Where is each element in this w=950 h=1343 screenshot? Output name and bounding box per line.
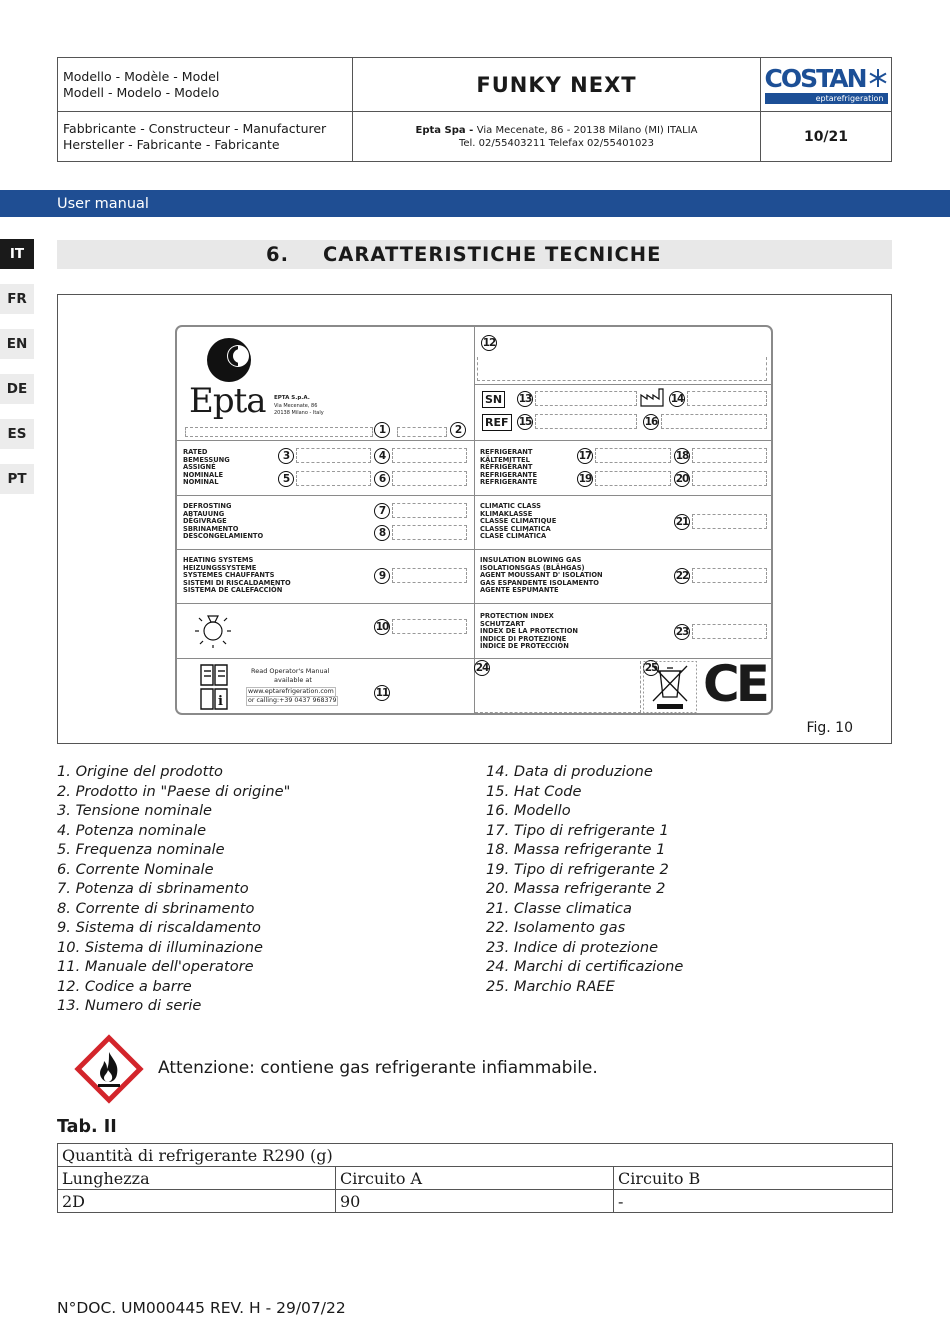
callout-11: 11 <box>375 687 389 699</box>
legend-item: 10. Sistema di illuminazione <box>57 938 263 956</box>
legend-left <box>57 762 290 1016</box>
callout-17: 17 <box>578 450 592 462</box>
legend-item: 23. Indice di protezione <box>486 938 659 956</box>
costan-logo <box>764 63 888 93</box>
light-bulb-icon <box>193 609 233 649</box>
tab-es[interactable]: ES <box>0 419 34 449</box>
legend-item: 6. Corrente Nominale <box>57 860 214 878</box>
column-header: Circuito B <box>614 1167 893 1190</box>
figure-caption: Fig. 10 <box>806 720 853 736</box>
manufacturer-info <box>353 112 761 161</box>
sn-tag: SN <box>482 391 505 408</box>
callout-4: 4 <box>374 448 390 464</box>
manufacturer-label-line-1: Fabbricante - Constructeur - Manufacturer <box>63 120 327 136</box>
legend-item: 2. Prodotto in "Paese di origine" <box>57 782 291 800</box>
section-heading <box>57 240 892 269</box>
tab-en[interactable]: EN <box>0 329 34 359</box>
warning-text: Attenzione: contiene gas refrigerante infiammabile. <box>158 1058 598 1078</box>
manual-line-2: available at <box>274 676 312 684</box>
rating-plate <box>175 325 773 715</box>
refrigerant-table <box>57 1143 893 1213</box>
ce-mark: CE <box>703 655 766 713</box>
callout-21: 21 <box>675 516 689 528</box>
callout-22: 22 <box>675 570 689 582</box>
page-number-text: 10/21 <box>803 128 849 145</box>
callout-25: 25 <box>644 662 658 674</box>
snowflake-icon <box>868 68 888 88</box>
table-row <box>58 1190 893 1213</box>
callout-7: 7 <box>374 503 390 519</box>
protection-labels: PROTECTION INDEX SCHUTZART INDEX DE LA PROTECTION INDICE DI PROTEZIONE ÍNDICE DE PROTECCIÓN <box>480 612 579 651</box>
legend-item: 12. Codice a barre <box>57 977 192 995</box>
callout-10: 10 <box>375 621 389 633</box>
table-caption-row <box>58 1144 893 1167</box>
callout-12: 12 <box>482 337 496 349</box>
manual-line-1: Read Operator's Manual <box>251 667 330 675</box>
plate-address-1: Via Mecenate, 86 <box>274 403 318 409</box>
callout-2: 2 <box>450 422 466 438</box>
callout-5: 5 <box>278 471 294 487</box>
table-cell: 2D <box>58 1190 336 1213</box>
callout-14: 14 <box>670 393 684 405</box>
manual-band: User manual <box>0 190 950 217</box>
section-number: 6. <box>266 243 289 266</box>
manufacturer-name: Epta Spa - <box>415 124 477 136</box>
callout-19: 19 <box>578 473 592 485</box>
table-header-row <box>58 1167 893 1190</box>
legend-item: 17. Tipo di refrigerante 1 <box>486 821 669 839</box>
legend-item: 25. Marchio RAEE <box>486 977 615 995</box>
callout-16: 16 <box>644 416 658 428</box>
legend-item: 14. Data di produzione <box>486 763 653 780</box>
plate-company: EPTA S.p.A. <box>274 395 310 401</box>
column-header: Circuito A <box>336 1167 614 1190</box>
manual-url: www.eptarefrigeration.com <box>248 688 334 695</box>
legend-item: 24. Marchi di certificazione <box>486 958 684 975</box>
brand-logo <box>761 58 891 112</box>
legend-item: 22. Isolamento gas <box>486 919 626 936</box>
manufacturer-label <box>58 112 353 161</box>
callout-13: 13 <box>518 393 532 405</box>
callout-15: 15 <box>518 416 532 428</box>
model-label <box>58 58 353 112</box>
model-name <box>353 58 761 112</box>
table-caption: Quantità di refrigerante R290 (g) <box>58 1144 893 1167</box>
tab-it[interactable]: IT <box>0 239 34 269</box>
language-tabs <box>0 239 34 509</box>
climatic-labels: CLIMATIC CLASS KLIMAKLASSE CLASSE CLIMATIQUE CLASSE CLIMATICA CLASE CLIMÁTICA <box>480 502 557 541</box>
callout-8: 8 <box>374 525 390 541</box>
legend-item: 18. Massa refrigerante 1 <box>486 841 666 858</box>
manufacturer-address: Via Mecenate, 86 - 20138 Milano (MI) ITALIA <box>476 124 698 136</box>
epta-logo-icon <box>205 332 257 384</box>
legend-item: 13. Numero di serie <box>57 997 202 1014</box>
factory-icon <box>639 387 667 407</box>
document-footer: N°DOC. UM000445 REV. H - 29/07/22 <box>57 1299 346 1317</box>
flammable-warning-icon <box>74 1034 144 1104</box>
callout-24: 24 <box>475 662 489 674</box>
callout-20: 20 <box>675 473 689 485</box>
callout-9: 9 <box>374 568 390 584</box>
logo-subtitle: eptarefrigeration <box>765 93 888 104</box>
legend-item: 19. Tipo di refrigerante 2 <box>486 860 669 878</box>
section-title: CARATTERISTICHE TECNICHE <box>323 243 662 266</box>
heating-labels: HEATING SYSTEMS HEIZUNGSSYSTEME SYSTEMES CHAUFFANTS SISTEMI DI RISCALDAMENTO SISTEMA DE CALEFACCIÓN <box>183 556 291 595</box>
logo-text: COSTAN <box>764 63 866 93</box>
manual-book-icon <box>199 661 231 711</box>
callout-3: 3 <box>278 448 294 464</box>
defrost-labels: DEFROSTING ABTAUUNG DÉGIVRAGE SBRINAMENTO DESCONGELAMIENTO <box>183 502 264 541</box>
insulation-labels: INSULATION BLOWING GAS ISOLATIONSGAS (BLÄHGAS) AGENT MOUSSANT D' ISOLATION GAS ESPANDENTE ISOLAMENTO AGENTE ESPUMANTE <box>480 556 603 595</box>
tab-de[interactable]: DE <box>0 374 34 404</box>
legend-item: 11. Manuale dell'operatore <box>57 958 254 975</box>
figure-box <box>57 294 892 744</box>
legend-item: 7. Potenza di sbrinamento <box>57 880 249 897</box>
callout-1: 1 <box>374 422 390 438</box>
svg-text:i: i <box>218 694 223 709</box>
table-cell: - <box>614 1190 893 1213</box>
legend-item: 15. Hat Code <box>486 782 582 800</box>
legend-item: 21. Classe climatica <box>486 899 632 917</box>
legend-item: 4. Potenza nominale <box>57 821 207 839</box>
legend-item: 8. Corrente di sbrinamento <box>57 899 255 917</box>
table-title: Tab. II <box>57 1117 117 1137</box>
plate-brand: Epta <box>189 381 266 421</box>
callout-18: 18 <box>675 450 689 462</box>
legend-item: 20. Massa refrigerante 2 <box>486 880 666 897</box>
ref-tag: REF <box>482 414 512 431</box>
legend-right <box>486 762 683 996</box>
document-header <box>57 57 892 162</box>
callout-6: 6 <box>374 471 390 487</box>
callout-23: 23 <box>675 626 689 638</box>
refrigerant-labels: REFRIGERANT KÄLTEMITTEL RÉFRIGÉRANT REFRIGERANTE REFRIGERANTE <box>480 448 538 487</box>
tab-pt[interactable]: PT <box>0 464 34 494</box>
legend-item: 9. Sistema di riscaldamento <box>57 919 261 936</box>
tab-fr[interactable]: FR <box>0 284 34 314</box>
manufacturer-label-line-2: Hersteller - Fabricante - Fabricante <box>63 136 280 152</box>
model-label-line-1: Modello - Modèle - Model <box>63 68 220 84</box>
manufacturer-phone: Tel. 02/55403211 Telefax 02/55401023 <box>458 137 655 149</box>
model-name-text: FUNKY NEXT <box>476 72 637 97</box>
legend-item: 16. Modello <box>486 802 571 819</box>
legend-item: 1. Origine del prodotto <box>57 763 223 780</box>
weee-bin-icon <box>643 661 697 713</box>
plate-address-2: 20138 Milano - Italy <box>274 410 324 416</box>
column-header: Lunghezza <box>58 1167 336 1190</box>
legend-item: 5. Frequenza nominale <box>57 841 225 858</box>
table-cell: 90 <box>336 1190 614 1213</box>
manual-phone: or calling:+39 0437 968379 <box>248 697 337 704</box>
rated-labels: RATED BEMESSUNG ASSIGNÉ NOMINALE NOMINAL <box>183 448 230 487</box>
legend-item: 3. Tensione nominale <box>57 802 213 819</box>
model-label-line-2: Modell - Modelo - Modelo <box>63 84 220 100</box>
page-number <box>761 112 891 161</box>
